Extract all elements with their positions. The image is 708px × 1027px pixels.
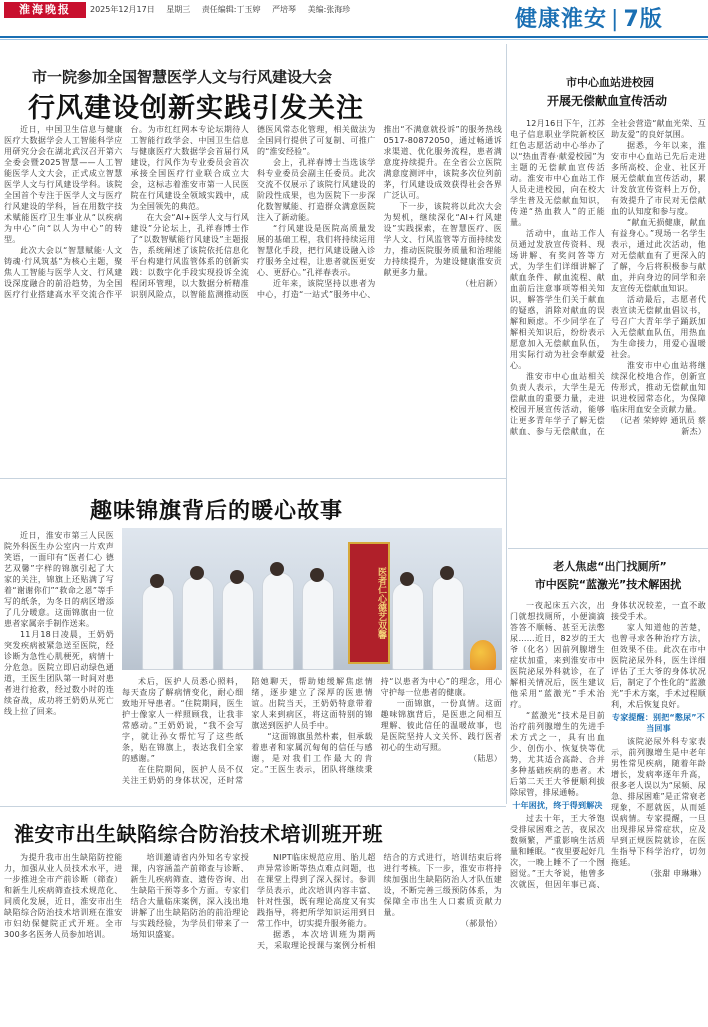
article4-kicker: 老人焦虑“出门找厕所” (553, 560, 667, 573)
column-divider (506, 44, 507, 804)
photo-person (182, 576, 214, 670)
article1-paragraph: 下一步，该院将以此次大会为契机，继续深化“AI+行风建设”实践探索，在智慧医疗、医学人文、行风监管等方面持续发力，推动医院服务质量和治理能力持续提升，为建设健康淮安贡献更多力量。 (383, 202, 502, 277)
photo-person (392, 582, 424, 670)
article2-paragraph: 淮安市中心血站相关负责人表示，大学生是无偿献血的重要力量，走进校园开展宣传活动，能够让更多青年学子了解无偿献血、参与无偿献血，在全社会营造“献血光荣、互助友爱”的良好氛围。 (510, 119, 706, 436)
article3-photo (122, 528, 502, 670)
article5-paragraph: 据悉，本次培训班为期两天，采取理论授课与案例分析相结合的方式进行，培训结束后将进行考核。下一步，淮安市将持续加强出生缺陷防治人才队伍建设，不断完善三级预防体系，为保障全市出生人口素质贡献力量。 (257, 853, 502, 950)
photo-person (432, 576, 464, 670)
article3-headline: 趣味锦旗背后的暖心故事 (90, 499, 344, 524)
article3-body-left (4, 530, 114, 830)
photo-person-head (190, 566, 204, 580)
article4-paragraph: 该院泌尿外科专家表示，前列腺增生是中老年男性常见疾病，随着年龄增长，发病率逐年升高，很多老人误以为“尿频、尿急、排尿困难”是正常衰老现象，不愿就医，从而延误病情。专家提醒，一旦出现排尿异常症状，应及早到正规医院就诊，在医生指导下科学治疗，切勿拖延。 (611, 737, 706, 867)
page-number: 7版 (623, 7, 663, 32)
article4-paragraph: 家人知道他的苦楚，也曾寻求各种治疗方法，但效果不佳。此次在市中医院泌尿外科，医生详细评估了王大爷的身体状况后，制定了个性化的“蓝激光”手术方案，手术过程顺利，术后恢复良好。 (611, 623, 706, 709)
pennant-banner: 医者仁心德艺双馨 (348, 542, 390, 664)
photo-person-head (230, 570, 244, 584)
photo-person-head (400, 572, 414, 586)
article3-paragraph: 11月18日凌晨，王奶奶突发疾病被紧急送至医院，经诊断为急性心肌梗死，病情十分危急。医院立即启动绿色通道，王医生团队第一时间对患者进行抢救，经过数小时的连续奋战，成功将王奶奶从死亡线上拉了回来。 (4, 630, 114, 716)
photo-person (222, 580, 254, 670)
article3-top-rule (0, 478, 506, 479)
article3-paragraph: “这面锦旗虽然朴素，但承载着患者和家属沉甸甸的信任与感谢，是对我们工作最大的肯定。”王医生表示，团队将继续秉持“以患者为中心”的理念，用心守护每一位患者的健康。 (251, 677, 502, 774)
article5-paragraph: 培训邀请省内外知名专家授课，内容涵盖产前筛查与诊断、新生儿疾病筛查、遗传咨询、出生缺陷干预等多个方面。专家们结合大量临床案例，深入浅出地讲解了出生缺陷防治的前沿理论与实践经验，为学员们带来了一场知识盛宴。 (130, 853, 249, 939)
article2-paragraph: “献血无损健康，献血有益身心。”现场一名学生表示，通过此次活动，他对无偿献血有了更深入的了解，今后将积极参与献血，并向身边的同学和亲友宣传无偿献血知识。 (611, 218, 706, 293)
article1-body (4, 124, 502, 474)
photo-flowers (470, 640, 496, 670)
photo-person-head (270, 562, 284, 576)
photo-person-head (150, 574, 164, 588)
article3-paragraph: 在住院期间，医护人员不仅关注王奶奶的身体状况，还时常陪她聊天，帮助她缓解焦虑情绪，逐步建立了深厚的医患情谊。出院当天，王奶奶特意带着家人来到病区，将这面特别的锦旗送到医护人员手中。 (122, 677, 373, 785)
article1-byline: （杜启新） (461, 279, 502, 288)
article3-paragraph: 一面锦旗，一份真情。这面趣味锦旗背后，是医患之间相互理解、彼此信任的温暖故事，也是医院坚持人文关怀、践行医者初心的生动写照。 (380, 699, 502, 752)
article1-paragraph: 此次大会以“智慧赋能·人文铸魂·行风筑基”为核心主题，聚焦人工智能与医学人文、行风建设深度融合的前沿趋势，为全国医疗行业搭建高水平交流合作平台。为市红红网本专论坛期待人工智能行政学会、中国卫生信息与健康医疗大数据学会首届行风建设，行风作为专业委员会首次承接全国医疗行业联合成立大会，这标志着淮安市第一人民医院在行风建设全领域实践中，成为全国领先的典范。 (4, 125, 249, 299)
article2-body (510, 118, 706, 544)
masthead-meta (90, 4, 359, 15)
article3-paragraph: 术后，医护人员悉心照料，每天查房了解病情变化，耐心细致地开导患者。“住院期间，医生护士像家人一样照顾我，让我非常感动。”王奶奶说，“我不会写字，就让孙女帮忙写了这些纸条，贴在锦旗上，表达我们全家的感谢。” (122, 677, 244, 763)
article5-body (4, 852, 502, 1022)
article4-paragraph: 一夜起床五六次，出门就想找厕所，小便滴滴答答不顺畅、甚至无法憋尿……近日，82岁的王大爷（化名）因前列腺增生症状加重，来到淮安市中医院泌尿外科就诊，在了解相关情况后，医生建议他采用“蓝激光”手术治疗。 (510, 601, 605, 709)
article2-paragraph: 活动最后，志愿者代表宣读无偿献血倡议书，号召广大青年学子踊跃加入无偿献血队伍，用热血为生命接力，用爱心温暖社会。 (611, 295, 706, 359)
article1-paragraph: 近年来，该院坚持以患者为中心，打造“一站式”服务中心、推出“不满意就投诉”的服务热线0517-80872050，通过畅通诉求渠道、优化服务流程，患者满意度持续提升。在全省公立医院满意度测评中，该院多次位列前茅，行风建设成效获得社会各界广泛认可。 (257, 125, 502, 299)
article2-paragraph: 12月16日下午，江苏电子信息职业学院新校区红色志愿活动中心举办了以“热血青春·献爱校园”为主题的无偿献血宣传活动。淮安市中心血站工作人员走进校园，向在校大学生普及无偿献血知识，传递“热血救人”的正能量。 (510, 119, 605, 227)
article5-paragraph: NIPT临床规范应用、胎儿超声异常诊断等热点难点问题，也在课堂上得到了深入探讨。参训学员表示，此次培训内容丰富、针对性强，既有理论高度又有实践指导，将把所学知识运用到日常工作中，切实提升服务能力。 (257, 853, 376, 928)
photo-person-head (310, 568, 324, 582)
article4-body (510, 600, 706, 1022)
photo-person-head (440, 566, 454, 580)
article2-paragraph: 活动中，血站工作人员通过发放宣传资料、现场讲解、有奖问答等方式，为学生们详细讲解了献血条件、献血流程、献血前后注意事项等相关知识，解答学生们关于献血的疑惑，消除对献血的误解和顾虑。不少同学在了解相关知识后，纷纷表示愿意加入无偿献血队伍，用实际行动为社会奉献爱心。 (510, 229, 605, 370)
section-title (515, 2, 663, 33)
photo-person (142, 584, 174, 670)
section-separator: | (611, 7, 620, 32)
article1-paragraph: 在大会“AI+医学人文与行风建设”分论坛上，孔祥春博士作了“以数智赋能行风建设”主题报告，系统阐述了该院依托信息化平台构建行风监管体系的创新实践：以数字化手段实现投诉全流程闭环管理，以大数据分析精准识别风险点，以智能监测推动医德医风常态化管理，相关做法为全国同行提供了可复制、可推广的“淮安经验”。 (130, 125, 376, 299)
article5-headline: 淮安市出生缺陷综合防治技术培训班开班 (14, 822, 383, 846)
masthead-logo: 淮海晚报 (4, 2, 86, 18)
editor-credit: 责任编辑:丁玉婷 (201, 5, 261, 14)
article3-paragraph: 近日，淮安市第三人民医院外科医生办公室内一片欢声笑语，一面印有“医者仁心 德艺双馨”字样的锦旗引起了大家的关注，锦旗上还贴满了写着“谢谢你们”“救命之恩”等手写的纸条，为冬日的病区增添了几分暖意。这面锦旗由一位患者家属亲手制作送来。 (4, 531, 114, 628)
article4-byline: （张甜 申琳琳） (645, 869, 706, 878)
article2-headline: 开展无偿献血宣传活动 (546, 94, 667, 108)
article5-paragraph: 为提升我市出生缺陷防控能力，加强从业人员技术水平，进一步推进全市产前诊断（筛查）和新生儿疾病筛查技术规范化、同质化发展，近日，淮安市出生缺陷综合防治技术培训班在淮安市妇幼保健院正式开班。全市300多名医务人员参加培训。 (4, 853, 123, 939)
article4-headline: 市中医院“蓝激光”技术解困扰 (534, 578, 682, 591)
article4-subhead: 十年困扰，终于得到解决 (512, 801, 603, 810)
article2-paragraph: 据悉，今年以来，淮安市中心血站已先后走进多所高校、企业、社区开展无偿献血宣传活动，累计发放宣传资料上万份，有效提升了市民对无偿献血的认知度和参与度。 (611, 141, 706, 216)
article4-subhead: 专家提醒：别把“憋尿”不当回事 (612, 713, 705, 733)
proofreader-credit: 严培琴 (272, 5, 297, 14)
designer-credit: 美编:张海珍 (307, 5, 351, 14)
article1-paragraph: 近日，中国卫生信息与健康医疗大数据学会人工智能科学应用研究分会在湖北武汉召开第六全委会暨2025智慧——人工智能医学人文大会，正式成立智慧医学人文与行风建设学科。该院全国首个专注于医学人文与医疗行风建设的学科，旨在用数字技术赋能医疗卫生事业从“以疾病为中心”向“以人为中心”的转型。 (4, 125, 123, 244)
article2-kicker: 市中心血站进校园 (566, 76, 654, 89)
article4-paragraph: 过去十年，王大爷饱受排尿困难之苦，夜尿次数频繁，严重影响生活质量和睡眠。“夜里要起好几次，一晚上睡不了一个囫囵觉。”王大爷说，他曾多次就医，但因年事已高、身体状况较差，一直不敢接受手术。 (510, 601, 706, 889)
article3-body-right (122, 676, 502, 798)
issue-date: 2025年12月17日 (90, 5, 155, 14)
article1-paragraph: 会上，孔祥春博士当选该学科专业委员会副主任委员。此次交流不仅展示了该院行风建设的阶段性成果，也为医院下一步深化数智赋能、打造群众满意医院注入了新动能。 (257, 158, 376, 222)
photo-person (262, 572, 294, 670)
header-rule (0, 36, 708, 38)
right-column-divider (508, 548, 708, 549)
photo-person (302, 578, 334, 670)
article4-paragraph: “蓝激光”技术是目前治疗前列腺增生的先进手术方式之一，具有出血少、创伤小、恢复快等优势，尤其适合高龄、合并多种基础疾病的患者。术后第二天王大爷便顺利拔除尿管，排尿通畅。 (510, 711, 605, 797)
section-name: 健康淮安 (515, 7, 608, 32)
article1-paragraph: “行风建设是医院高质量发展的基础工程，我们将持续运用智慧化手段，把行风建设融入诊疗服务全过程，让患者就医更安心、更舒心。”孔祥春表示。 (257, 224, 376, 277)
article1-headline: 行风建设创新实践引发关注 (28, 93, 364, 124)
article2-paragraph: 淮安市中心血站将继续深化校地合作，创新宣传形式，推动无偿献血知识进校园常态化，为保障临床用血安全贡献力量。 (611, 361, 706, 414)
article5-top-rule (0, 806, 506, 807)
header-rule-thin (0, 39, 708, 40)
article2-byline: （记者 荣婷婷 通讯员 蔡新杰） (615, 416, 706, 436)
issue-weekday: 星期三 (166, 5, 191, 14)
article5-byline: （郝景怡） (461, 919, 502, 928)
article1-kicker: 市一院参加全国智慧医学人文与行风建设大会 (32, 68, 333, 86)
article3-byline: （陆思） (469, 754, 502, 763)
